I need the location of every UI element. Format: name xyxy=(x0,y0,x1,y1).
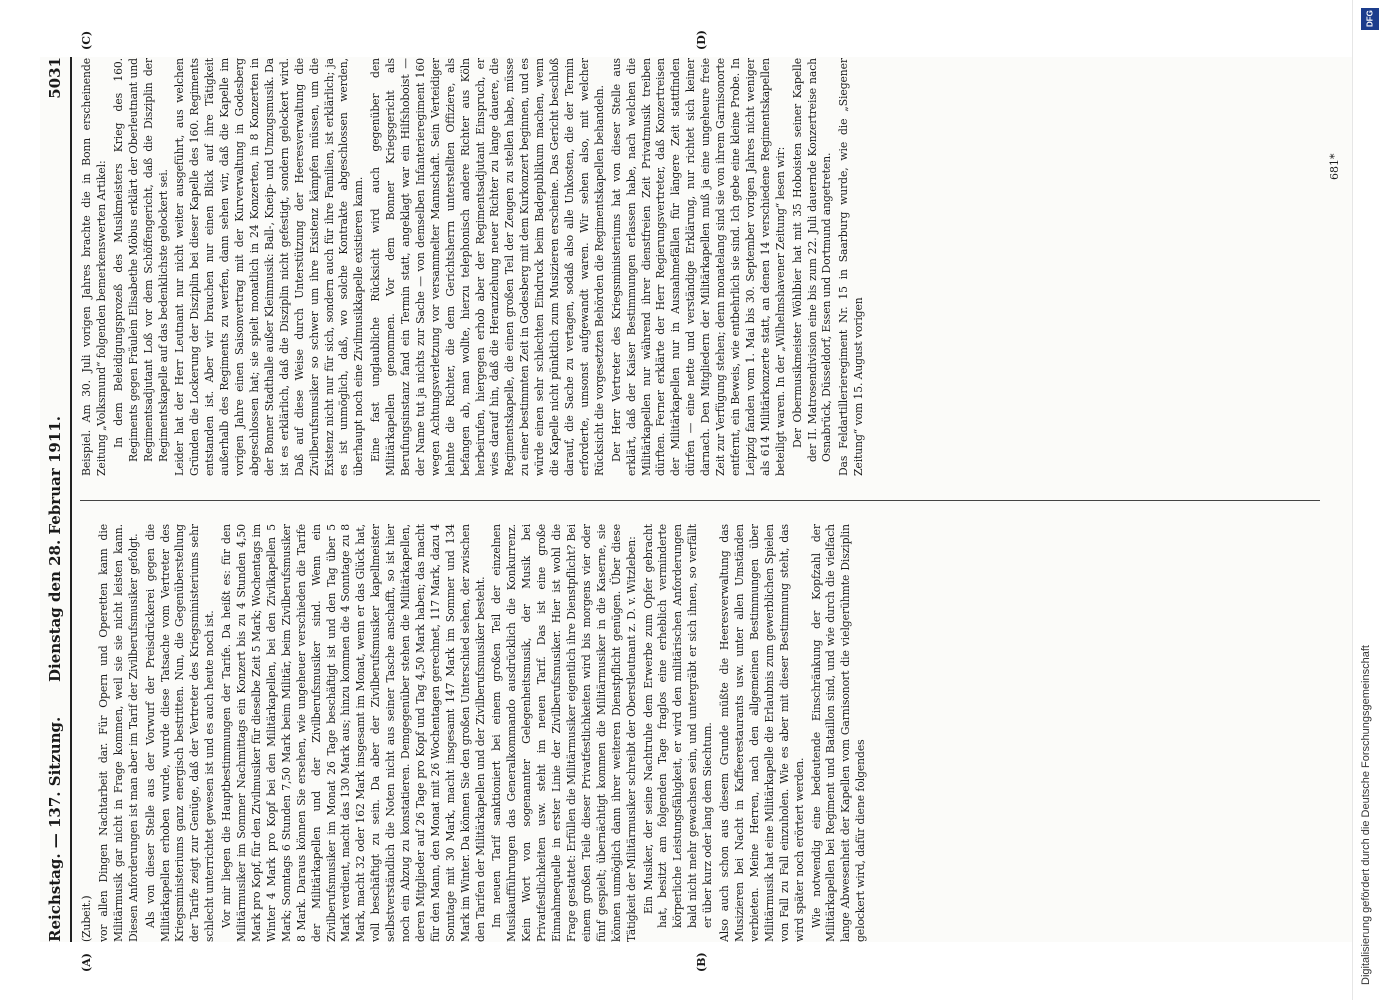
paragraph: Beispiel. Am 30. Juli vorigen Jahres brachte die in Bonn erscheinende Zeitung „Volksmund“ folgenden bemerkenswerten Artikel: xyxy=(80,58,108,476)
margin-marker-a: (A) xyxy=(80,953,93,972)
paragraph: Im neuen Tarif sanktioniert bei einem großen Teil der einzelnen Musikaufführungen das Generalkommando ausdrücklich die Konkurrenz. Kein Wort von sogenannter Gelegenheitsmusik, der Musik bei Privatfestlichkeiten usw. steht im neuen Tarif. Das ist eine große Einnahmequelle in erster Linie der Zivilberufsmusiker. Hier ist wohl die Frage gestattet: Erfüllen die Militärmusiker eigentlich ihre Dienstpflicht? Bei einem großen Teile dieser Privatfestlichkeiten wird bis morgens vier oder fünf gespielt; übernächtigt kommen die Militärmusiker in die Kaserne, sie können unmöglich dann ihrer weiteren Dienstpflicht genügen. Über diese Tätigkeit der Militärmusiker schreibt der Oberstleutnant z. D. v. Witzleben: xyxy=(490,524,638,942)
quoted-paragraph: In dem Beleidigungsprozeß des Musikmeisters Krieg des 160. Regiments gegen Fräulein Elisabethe Möbus erklärt der Oberleutnant und Regimentsadjutant Loß vor dem Schöffengericht, daß die Disziplin der Regimentskapelle auf das bedenklichste gelockert sei. xyxy=(111,58,170,462)
page-number: 5031 xyxy=(46,57,64,99)
margin-marker-d: (D) xyxy=(695,30,708,50)
text-column-right xyxy=(80,58,1320,476)
paragraph: Also auch schon aus diesem Grunde müßte die Heeresverwaltung das Musizieren bei Nacht in Kaffeerestaurants usw. unter allen Umständen verbieten. Meine Herren, nach den allgemeinen Bestimmungen über Militärmusik hat eine Militärkapelle die Erlaubnis zum gewerblichen Spielen von Fall zu Fall einzuholen. Wie es aber mit dieser Bestimmung steht, das wird später noch erörtert werden. xyxy=(718,524,806,942)
quoted-paragraph: Ein Musiker, der seine Nachtruhe dem Erwerbe zum Opfer gebracht hat, besitzt am folgenden Tage fraglos eine erheblich verminderte körperliche Leistungsfähigkeit, er wird den militärischen Anforderungen bald nicht mehr gewachsen sein, und untergräbt er sich ihnen, so verfällt er über kurz oder lang dem Siechtum. xyxy=(641,524,715,928)
margin-marker-c: (C) xyxy=(80,30,93,50)
digitization-note: Digitalisierung gefördert durch die Deutsche Forschungsgemeinschaft xyxy=(1360,645,1372,985)
paragraph: Leider hat der Herr Leutnant nur nicht weiter ausgeführt, aus welchen Gründen die Lockerung der Disziplin bei dieser Kapelle des 160. Regiments entstanden ist. Aber wir brauchen nur einen Blick auf ihre Tätigkeit außerhalb des Regiments zu werfen, dann sehen wir, daß die Kapelle im vorigen Jahre einen Saisonvertrag mit der Kurverwaltung in Godesberg abgeschlossen hat; sie spielt monatlich in 24 Konzerten, in 8 Konzerten in der Bonner Stadthalle außer Kleinmusik: Ball-, Kneip- und Umzugsmusik. Da ist es erklärlich, daß die Disziplin nicht gefestigt, sondern gelockert wird. Daß auf diese Weise durch Unterstützung der Heeresverwaltung die Zivilberufsmusiker so schwer um ihre Existenz kämpfen müssen, um die Existenz nicht nur für sich, sondern auch für ihre Familien, ist erklärlich; ja es ist unmöglich, daß, wo solche Kontrakte abgeschlossen werden, überhaupt noch eine Zivilmusikkapelle existieren kann. xyxy=(173,58,366,476)
paragraph: Als von dieser Stelle aus der Vorwurf der Preisdrückerei gegen die Militärkapellen erhoben wurde, wurde diese Tatsache vom Vertreter des Kriegsministeriums ganz energisch bestritten. Nun, die Gegenüberstellung der Tarife zeigt zur Genüge, daß der Vertreter des Kriegsministeriums sehr schlecht unterrichtet gewesen ist und es auch heute noch ist. xyxy=(143,524,217,942)
header-date: Dienstag den 28. Februar 1911. xyxy=(46,416,64,682)
paragraph: Vor mir liegen die Hauptbestimmungen der Tarife. Da heißt es: für den Militärmusiker im Sommer Nachmittags ein Konzert bis zu 4 Stunden 4,50 Mark pro Kopf, für den Zivilmusiker für dieselbe Zeit 5 Mark; Wochentags im Winter 4 Mark pro Kopf bei den Militärkapellen, bei den Zivilkapellen 5 Mark; Sonntags 6 Stunden 7,50 Mark beim Militär, beim Zivilberufsmusiker 8 Mark. Daraus können Sie ersehen, wie ungeheuer verschieden die Tarife der Militärkapellen und der Zivilberufsmusiker sind. Wenn ein Zivilberufsmusiker im Monat 26 Tage beschäftigt ist und den Tag über 5 Mark verdient, macht das 130 Mark aus; hinzu kommen die 4 Sonntage zu 8 Mark, macht 32 oder 162 Mark insgesamt im Monat, wenn er das Glück hat, voll beschäftigt zu sein. Da aber der Zivilberufsmusiker kapellmeister selbstverständlich die Noten nicht aus seiner Tasche anschafft, so ist hier noch ein Abzug zu konstatieren. Demgegenüber stehen die Militärkapellen, deren Mitglieder auf 26 Tage pro Kopf und Tag 4,50 Mark haben; das macht für den Mann, den Monat mit 26 Wochentagen gerechnet, 117 Mark, dazu 4 Sonntage mit 30 Mark, macht insgesamt 147 Mark im Sommer und 134 Mark im Winter. Da können Sie den großen Unterschied sehen, der zwischen den Tarifen der Militärkapellen und der Zivilberufsmusiker besteht. xyxy=(220,524,487,942)
paragraph: (Zubeit.) xyxy=(80,895,93,942)
paragraph: Eine fast unglaubliche Rücksicht wird auch gegenüber den Militärkapellen genommen. Vor dem Bonner Kriegsgericht als Berufungsinstanz fand ein Termin statt, angeklagt war ein Hilfshoboist — der Name tut ja nichts zur Sache — von demselben Infanterieregiment 160 wegen Achtungsverletzung vor versammelter Mannschaft. Sein Verteidiger lehnte die Richter, die dem Gerichtsherrn unterstellten Offiziere, als befangen ab, man wollte, hierzu telephonisch andere Richter aus Köln herbeirufen, hiergegen erhob aber der Regimentsadjutant Einspruch, er wies darauf hin, daß die Heranziehung neuer Richter zu lange dauere, die Regimentskapelle, die einen großen Teil der Zeugen zu stellen habe, müsse zu einer bestimmten Zeit in Godesberg mit dem Kurkonzert beginnen, und es würde einen sehr schlechten Eindruck beim Badepublikum machen, wenn die Kapelle nicht pünktlich zum Musizieren erscheine. Das Gericht beschloß darauf, die Sache zu vertagen, sodaß also alle Unkosten, die der Termin erforderte, umsonst aufgewandt waren. Wir sehen also, mit welcher Rücksicht die vorgesetzten Behörden die Regimentskapellen behandeln. xyxy=(369,58,606,476)
margin-marker-b: (B) xyxy=(695,952,708,972)
page-header xyxy=(40,57,72,942)
paragraph: Der Herr Vertreter des Kriegsministeriums hat von dieser Stelle aus erklärt, daß der Kaiser Bestimmungen erlassen habe, nach welchen die Militärkapellen nur während ihrer dienstfreien Zeit Privatmusik treiben dürften. Ferner erklärte der Herr Regierungsvertreter, daß Konzertreisen der Militärkapellen nur in Ausnahmefällen für längere Zeit stattfinden dürfen — eine nette und verständige Erklärung, nur richtet sich keiner darnach. Den Mitgliedern der Militärkapellen muß ja eine ungeheure freie Zeit zur Verfügung stehen; denn monatelang sind sie von ihrem Garnisonorte entfernt, ein Beweis, wie entbehrlich sie sind. Ich gebe eine kleine Probe. In Leipzig fanden vom 1. Mai bis 30. September vorigen Jahres nicht weniger als 614 Militärkonzerte statt, an denen 14 verschiedene Regimentskapellen beteiligt waren. In der „Wilhelmshavener Zeitung“ lesen wir: xyxy=(609,58,787,476)
quoted-paragraph: Der Obermusikmeister Wöhlbier hat mit 35 Hoboisten seiner Kapelle der II. Matrosendivision eine bis zum 22. Juli dauernde Konzertreise nach Osnabrück, Düsseldorf, Essen und Dortmund angetreten. xyxy=(790,58,834,462)
column-divider xyxy=(80,500,1320,501)
paragraph: Wie notwendig eine bedeutende Einschränkung der Kopfzahl der Militärkapellen bei Regiment und Bataillon sind, und wie durch die vielfach lange Abwesenheit der Kapellen vom Garnisonort die vielgerühmte Disziplin gelockert wird, dafür diene folgendes xyxy=(809,524,868,942)
paragraph: Das Feldartillerieregiment Nr. 15 in Saarburg wurde, wie die „Siegener Zeitung“ vom 15. August vorigen xyxy=(837,58,866,476)
signature-mark: 681* xyxy=(1328,153,1341,180)
header-session: Reichstag. — 137. Sitzung. xyxy=(46,716,64,942)
dfg-logo-icon: DFG xyxy=(1361,8,1379,30)
paragraph: vor allen Dingen Nachtarbeit dar. Für Opern und Operetten kann die Militärmusik gar nicht in Frage kommen, weil sie sie nicht leisten kann. Diesen Anforderungen ist man aber im Tarif der Zivilberufsmusiker gefolgt. xyxy=(96,524,140,942)
text-column-left xyxy=(80,524,1320,942)
scanned-page xyxy=(40,30,1360,972)
